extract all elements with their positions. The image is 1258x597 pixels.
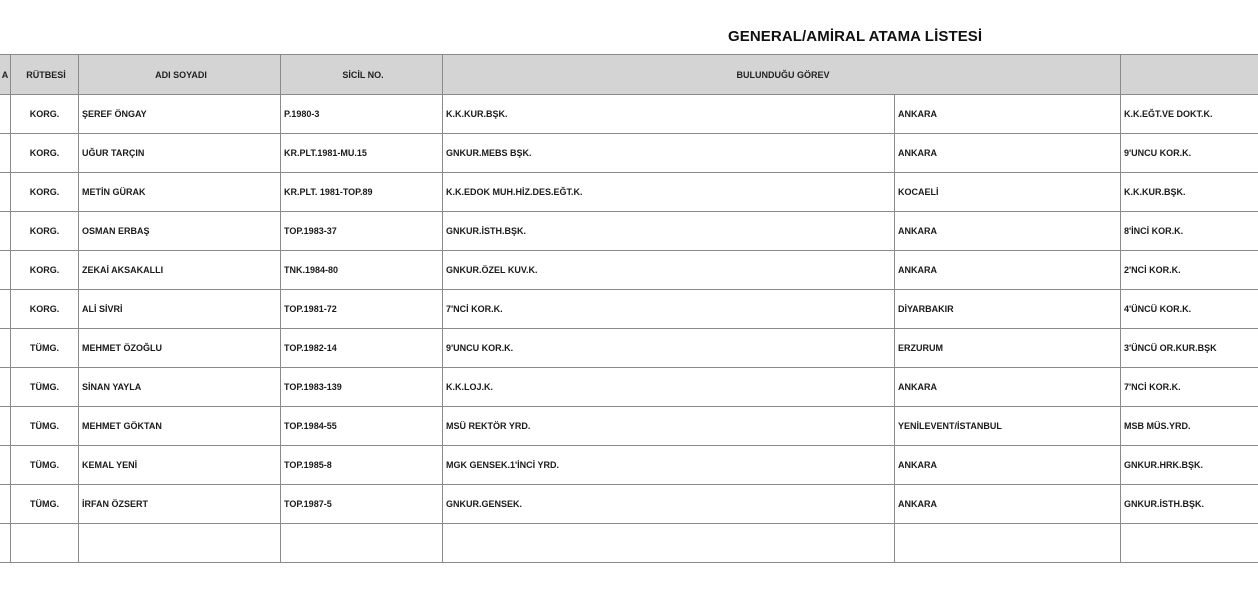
cell-rutbe: TÜMG.	[11, 407, 79, 446]
document-title: GENERAL/AMİRAL ATAMA LİSTESİ	[728, 28, 983, 45]
cell-gorev-yeri: ANKARA	[895, 95, 1121, 134]
cell-yeni-gorev: MSB MÜS.YRD.	[1121, 407, 1258, 446]
table-row	[0, 95, 1258, 134]
cell-yeni-gorev: 4'ÜNCÜ KOR.K.	[1121, 290, 1258, 329]
cell-adi-soyadi: MEHMET ÖZOĞLU	[79, 329, 281, 368]
cell-sicil-no: TOP.1982-14	[281, 329, 443, 368]
cell-gorev-yeri: KOCAELİ	[895, 173, 1121, 212]
header-yeni-gorev	[1121, 55, 1258, 95]
table-row	[0, 290, 1258, 329]
cell-adi-soyadi: KEMAL YENİ	[79, 446, 281, 485]
cell-bulundugu-gorev: GNKUR.MEBS BŞK.	[443, 134, 895, 173]
cell-adi-soyadi: ŞEREF ÖNGAY	[79, 95, 281, 134]
cell-bulundugu-gorev: K.K.EDOK MUH.HİZ.DES.EĞT.K.	[443, 173, 895, 212]
cell-adi-soyadi: METİN GÜRAK	[79, 173, 281, 212]
cell-gorev-yeri: ANKARA	[895, 134, 1121, 173]
cell-rutbe: KORG.	[11, 134, 79, 173]
cell-rutbe: KORG.	[11, 95, 79, 134]
cell-bulundugu-gorev: K.K.KUR.BŞK.	[443, 95, 895, 134]
cell-yeni-gorev	[1121, 524, 1258, 563]
cell-gorev-yeri: ERZURUM	[895, 329, 1121, 368]
table-row	[0, 212, 1258, 251]
cell-rutbe: TÜMG.	[11, 485, 79, 524]
header-edge: A	[0, 55, 11, 95]
cell-gorev-yeri: YENİLEVENT/İSTANBUL	[895, 407, 1121, 446]
cell-sicil-no	[281, 524, 443, 563]
cell-bulundugu-gorev: K.K.LOJ.K.	[443, 368, 895, 407]
cell-bulundugu-gorev: 9'UNCU KOR.K.	[443, 329, 895, 368]
cell-rutbe	[11, 524, 79, 563]
cell-sicil-no: TOP.1983-37	[281, 212, 443, 251]
cell-adi-soyadi: UĞUR TARÇIN	[79, 134, 281, 173]
cell-bulundugu-gorev: GNKUR.GENSEK.	[443, 485, 895, 524]
table-row	[0, 524, 1258, 563]
cell-yeni-gorev: K.K.EĞT.VE DOKT.K.	[1121, 95, 1258, 134]
cell-edge	[0, 95, 11, 134]
cell-edge	[0, 173, 11, 212]
cell-sicil-no: TOP.1987-5	[281, 485, 443, 524]
cell-sicil-no: KR.PLT. 1981-TOP.89	[281, 173, 443, 212]
cell-gorev-yeri: ANKARA	[895, 251, 1121, 290]
table-row	[0, 407, 1258, 446]
cell-bulundugu-gorev: MSÜ REKTÖR YRD.	[443, 407, 895, 446]
table-row	[0, 446, 1258, 485]
cell-bulundugu-gorev: MGK GENSEK.1'İNCİ YRD.	[443, 446, 895, 485]
cell-adi-soyadi: OSMAN ERBAŞ	[79, 212, 281, 251]
cell-adi-soyadi: ALİ SİVRİ	[79, 290, 281, 329]
cell-bulundugu-gorev	[443, 524, 895, 563]
cell-bulundugu-gorev: 7'NCİ KOR.K.	[443, 290, 895, 329]
cell-rutbe: TÜMG.	[11, 329, 79, 368]
cell-edge	[0, 368, 11, 407]
cell-sicil-no: TNK.1984-80	[281, 251, 443, 290]
cell-sicil-no: TOP.1985-8	[281, 446, 443, 485]
cell-yeni-gorev: 7'NCİ KOR.K.	[1121, 368, 1258, 407]
cell-sicil-no: TOP.1984-55	[281, 407, 443, 446]
cell-rutbe: TÜMG.	[11, 368, 79, 407]
cell-yeni-gorev: 2'NCİ KOR.K.	[1121, 251, 1258, 290]
cell-edge	[0, 485, 11, 524]
header-rutbe: RÜTBESİ	[11, 55, 79, 95]
table-header-row	[0, 55, 1258, 95]
cell-bulundugu-gorev: GNKUR.ÖZEL KUV.K.	[443, 251, 895, 290]
cell-bulundugu-gorev: GNKUR.İSTH.BŞK.	[443, 212, 895, 251]
cell-adi-soyadi: SİNAN YAYLA	[79, 368, 281, 407]
cell-yeni-gorev: 8'İNCİ KOR.K.	[1121, 212, 1258, 251]
cell-rutbe: KORG.	[11, 251, 79, 290]
header-sicil-no: SİCİL NO.	[281, 55, 443, 95]
cell-adi-soyadi: İRFAN ÖZSERT	[79, 485, 281, 524]
cell-rutbe: KORG.	[11, 212, 79, 251]
cell-edge	[0, 212, 11, 251]
cell-adi-soyadi	[79, 524, 281, 563]
cell-rutbe: KORG.	[11, 173, 79, 212]
table-row	[0, 368, 1258, 407]
cell-edge	[0, 329, 11, 368]
header-bulundugu-gorev: BULUNDUĞU GÖREV	[443, 55, 1121, 95]
cell-sicil-no: TOP.1981-72	[281, 290, 443, 329]
cell-gorev-yeri: DİYARBAKIR	[895, 290, 1121, 329]
cell-rutbe: KORG.	[11, 290, 79, 329]
cell-rutbe: TÜMG.	[11, 446, 79, 485]
cell-sicil-no: P.1980-3	[281, 95, 443, 134]
table-row	[0, 134, 1258, 173]
cell-sicil-no: KR.PLT.1981-MU.15	[281, 134, 443, 173]
cell-adi-soyadi: ZEKAİ AKSAKALLI	[79, 251, 281, 290]
cell-yeni-gorev: 3'ÜNCÜ OR.KUR.BŞK	[1121, 329, 1258, 368]
table-row	[0, 173, 1258, 212]
cell-yeni-gorev: GNKUR.HRK.BŞK.	[1121, 446, 1258, 485]
cell-gorev-yeri: ANKARA	[895, 368, 1121, 407]
cell-edge	[0, 446, 11, 485]
cell-edge	[0, 524, 11, 563]
cell-edge	[0, 407, 11, 446]
cell-edge	[0, 290, 11, 329]
cell-gorev-yeri: ANKARA	[895, 485, 1121, 524]
assignment-table	[0, 54, 1258, 563]
cell-adi-soyadi: MEHMET GÖKTAN	[79, 407, 281, 446]
header-adi-soyadi: ADI SOYADI	[79, 55, 281, 95]
cell-gorev-yeri	[895, 524, 1121, 563]
cell-gorev-yeri: ANKARA	[895, 212, 1121, 251]
table-row	[0, 251, 1258, 290]
cell-sicil-no: TOP.1983-139	[281, 368, 443, 407]
cell-edge	[0, 251, 11, 290]
cell-gorev-yeri: ANKARA	[895, 446, 1121, 485]
cell-yeni-gorev: GNKUR.İSTH.BŞK.	[1121, 485, 1258, 524]
table-row	[0, 485, 1258, 524]
cell-yeni-gorev: K.K.KUR.BŞK.	[1121, 173, 1258, 212]
table-row	[0, 329, 1258, 368]
cell-yeni-gorev: 9'UNCU KOR.K.	[1121, 134, 1258, 173]
cell-edge	[0, 134, 11, 173]
